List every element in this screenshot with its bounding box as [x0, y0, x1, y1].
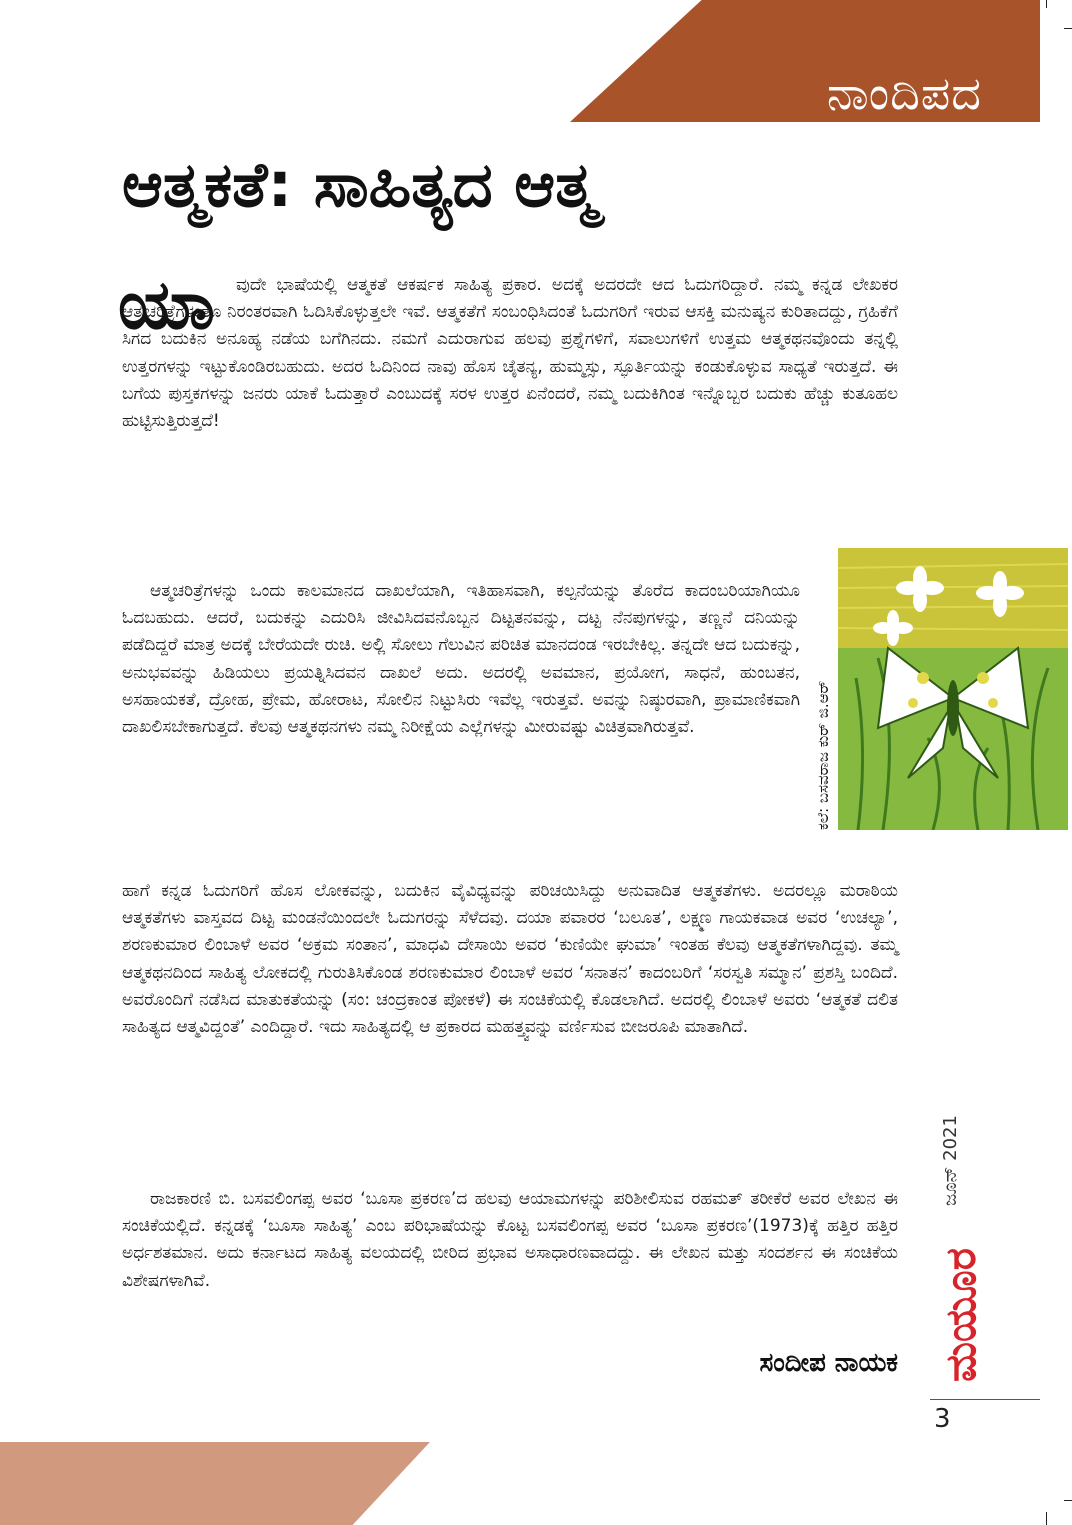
artwork-credit: ಕಲೆ: ಬಸವರಾಜ ಕುರ್ ಜಿ.ಆರ್: [814, 680, 832, 830]
article-paragraph: ಆತ್ಮಚರಿತ್ರೆಗಳನ್ನು ಒಂದು ಕಾಲಮಾನದ ದಾಖಲೆಯಾಗಿ, ಇತಿಹಾಸವಾಗಿ, ಕಲ್ಪನೆಯನ್ನು ತೊರೆದ ಕಾದಂಬರಿಯಾಗಿಯೂ ಓದಬಹುದು. ಆದರೆ, ಬದುಕನ್ನು ಎದುರಿಸಿ ಜೀವಿಸಿದವನೊಬ್ಬನ ದಿಟ್ಟತನವನ್ನು, ದಟ್ಟ ನೆನಪುಗಳನ್ನು, ತಣ್ಣನೆ ದನಿಯನ್ನು ಪಡೆದಿದ್ದರೆ ಮಾತ್ರ ಅದಕ್ಕೆ ಬೇರೆಯದೇ ರುಚಿ. ಅಲ್ಲಿ ಸೋಲು ಗೆಲುವಿನ ಪರಿಚಿತ ಮಾನದಂಡ ಇರಬೇಕಿಲ್ಲ. ತನ್ನದೇ ಆದ ಬದುಕನ್ನು, ಅನುಭವವನ್ನು ಹಿಡಿಯಲು ಪ್ರಯತ್ನಿಸಿದವನ ದಾಖಲೆ ಅದು. ಅದರಲ್ಲಿ ಅವಮಾನ, ಪ್ರಯೋಗ, ಸಾಧನೆ, ಹುಂಬತನ, ಅಸಹಾಯಕತೆ, ದ್ರೋಹ, ಪ್ರೇಮ, ಹೋರಾಟ, ಸೋಲಿನ ನಿಟ್ಟುಸಿರು ಇವೆಲ್ಲ ಇರುತ್ತವೆ. ಅವನ್ನು ನಿಷ್ಠುರವಾಗಿ, ಪ್ರಾಮಾಣಿಕವಾಗಿ ದಾಖಲಿಸಬೇಕಾಗುತ್ತದೆ. ಕೆಲವು ಆತ್ಮಕಥನಗಳು ನಮ್ಮ ನಿರೀಕ್ಷೆಯ ಎಲ್ಲೆಗಳನ್ನು ಮೀರುವಷ್ಟು ವಿಚಿತ್ರವಾಗಿರುತ್ತವೆ.: [122, 581, 800, 738]
crop-mark: [1046, 1512, 1047, 1525]
footer-band: [0, 1442, 430, 1525]
page-number-rule: [930, 1399, 1040, 1400]
author-signature: ಸಂದೀಪ ನಾಯಕ: [759, 1348, 898, 1378]
drop-cap: ಯಾ: [118, 266, 215, 345]
crop-mark: [1064, 28, 1072, 29]
issue-date: ಜೂನ್ 2021: [940, 1115, 961, 1206]
article-paragraph: ರಾಜಕಾರಣಿ ಬಿ. ಬಸವಲಿಂಗಪ್ಪ ಅವರ ‘ಬೂಸಾ ಪ್ರಕರಣ’ದ ಹಲವು ಆಯಾಮಗಳನ್ನು ಪರಿಶೀಲಿಸುವ ರಹಮತ್ ತರೀಕೆರೆ ಅವರ ಲೇಖನ ಈ ಸಂಚಿಕೆಯಲ್ಲಿದೆ. ಕನ್ನಡಕ್ಕೆ ‘ಬೂಸಾ ಸಾಹಿತ್ಯ’ ಎಂಬ ಪರಿಭಾಷೆಯನ್ನು ಕೊಟ್ಟ ಬಸವಲಿಂಗಪ್ಪ ಅವರ ‘ಬೂಸಾ ಪ್ರಕರಣ’(1973)ಕ್ಕೆ ಹತ್ತಿರ ಹತ್ತಿರ ಅರ್ಧಶತಮಾನ. ಅದು ಕರ್ನಾಟದ ಸಾಹಿತ್ಯ ವಲಯದಲ್ಲಿ ಬೀರಿದ ಪ್ರಭಾವ ಅಸಾಧಾರಣವಾದದ್ದು. ಈ ಲೇಖನ ಮತ್ತು ಸಂದರ್ಶನ ಈ ಸಂಚಿಕೆಯ ವಿಶೇಷಗಳಾಗಿವೆ.: [122, 1189, 898, 1291]
section-label: ನಾಂದಿಪದ: [826, 66, 982, 120]
crop-mark: [1046, 0, 1047, 8]
butterfly-artwork: [838, 548, 1068, 830]
page-number: 3: [934, 1404, 951, 1434]
magazine-logo: ಮಯೂರ: [936, 1248, 985, 1382]
article-paragraph: ಹಾಗೆ ಕನ್ನಡ ಓದುಗರಿಗೆ ಹೊಸ ಲೋಕವನ್ನು, ಬದುಕಿನ ವೈವಿಧ್ಯವನ್ನು ಪರಿಚಯಿಸಿದ್ದು ಅನುವಾದಿತ ಆತ್ಮಕತೆಗಳು. ಅದರಲ್ಲೂ ಮರಾಠಿಯ ಆತ್ಮಕತೆಗಳು ವಾಸ್ತವದ ದಿಟ್ಟ ಮಂಡನೆಯಿಂದಲೇ ಓದುಗರನ್ನು ಸೆಳೆದವು. ದಯಾ ಪವಾರರ ‘ಬಲೂತ’, ಲಕ್ಷ್ಮಣ ಗಾಯಕವಾಡ ಅವರ ‘ಉಚಲ್ಯಾ’, ಶರಣಕುಮಾರ ಲಿಂಬಾಳೆ ಅವರ ‘ಅಕ್ರಮ ಸಂತಾನ’, ಮಾಧವಿ ದೇಸಾಯಿ ಅವರ ‘ಕುಣಿಯೇ ಘುಮಾ’ ಇಂತಹ ಕೆಲವು ಆತ್ಮಕತೆಗಳಾಗಿದ್ದವು. ತಮ್ಮ ಆತ್ಮಕಥನದಿಂದ ಸಾಹಿತ್ಯ ಲೋಕದಲ್ಲಿ ಗುರುತಿಸಿಕೊಂಡ ಶರಣಕುಮಾರ ಲಿಂಬಾಳೆ ಅವರ ‘ಸನಾತನ’ ಕಾದಂಬರಿಗೆ ‘ಸರಸ್ವತಿ ಸಮ್ಮಾನ’ ಪ್ರಶಸ್ತಿ ಬಂದಿದೆ. ಅವರೊಂದಿಗೆ ನಡೆಸಿದ ಮಾತುಕತೆಯನ್ನು (ಸಂ: ಚಂದ್ರಕಾಂತ ಪೋಕಳೆ) ಈ ಸಂಚಿಕೆಯಲ್ಲಿ ಕೊಡಲಾಗಿದೆ. ಅದರಲ್ಲಿ ಲಿಂಬಾಳೆ ಅವರು ‘ಆತ್ಮಕತೆ ದಲಿತ ಸಾಹಿತ್ಯದ ಆತ್ಮವಿದ್ದಂತೆ’ ಎಂದಿದ್ದಾರೆ. ಇದು ಸಾಹಿತ್ಯದಲ್ಲಿ ಆ ಪ್ರಕಾರದ ಮಹತ್ತ್ವವನ್ನು ವರ್ಣಿಸುವ ಬೀಜರೂಪಿ ಮಾತಾಗಿದೆ.: [122, 881, 898, 1038]
page-title: ಆತ್ಮಕತೆ: ಸಾಹಿತ್ಯದ ಆತ್ಮ: [122, 148, 597, 221]
crop-mark: [1064, 1500, 1072, 1501]
article-paragraph: ವುದೇ ಭಾಷೆಯಲ್ಲಿ ಆತ್ಮಕತೆ ಆಕರ್ಷಕ ಸಾಹಿತ್ಯ ಪ್ರಕಾರ. ಅದಕ್ಕೆ ಅದರದೇ ಆದ ಓದುಗರಿದ್ದಾರೆ. ನಮ್ಮ ಕನ್ನಡ ಲೇಖಕರ ಆತ್ಮಚರಿತ್ರೆಗಳಂತೂ ನಿರಂತರವಾಗಿ ಓದಿಸಿಕೊಳ್ಳುತ್ತಲೇ ಇವೆ. ಆತ್ಮಕತೆಗೆ ಸಂಬಂಧಿಸಿದಂತೆ ಓದುಗರಿಗೆ ಇರುವ ಆಸಕ್ತಿ ಮನುಷ್ಯನ ಕುರಿತಾದದ್ದು, ಗ್ರಹಿಕೆಗೆ ಸಿಗದ ಬದುಕಿನ ಅನೂಹ್ಯ ನಡೆಯ ಬಗೆಗಿನದು. ನಮಗೆ ಎದುರಾಗುವ ಹಲವು ಪ್ರಶ್ನೆಗಳಿಗೆ, ಸವಾಲುಗಳಿಗೆ ಉತ್ತಮ ಆತ್ಮಕಥನವೊಂದು ತನ್ನಲ್ಲಿ ಉತ್ತರಗಳನ್ನು ಇಟ್ಟುಕೊಂಡಿರಬಹುದು. ಅದರ ಓದಿನಿಂದ ನಾವು ಹೊಸ ಚೈತನ್ಯ, ಹುಮ್ಮಸ್ಸು, ಸ್ಫೂರ್ತಿಯನ್ನು ಕಂಡುಕೊಳ್ಳುವ ಸಾಧ್ಯತೆ ಇರುತ್ತದೆ. ಈ ಬಗೆಯ ಪುಸ್ತಕಗಳನ್ನು ಜನರು ಯಾಕೆ ಓದುತ್ತಾರೆ ಎಂಬುದಕ್ಕೆ ಸರಳ ಉತ್ತರ ಏನೆಂದರೆ, ನಮ್ಮ ಬದುಕಿಗಿಂತ ಇನ್ನೊಬ್ಬರ ಬದುಕು ಹೆಚ್ಚು ಕುತೂಹಲ ಹುಟ್ಟಿಸುತ್ತಿರುತ್ತದೆ!: [122, 275, 898, 432]
butterfly-artwork-image: [838, 548, 1068, 830]
